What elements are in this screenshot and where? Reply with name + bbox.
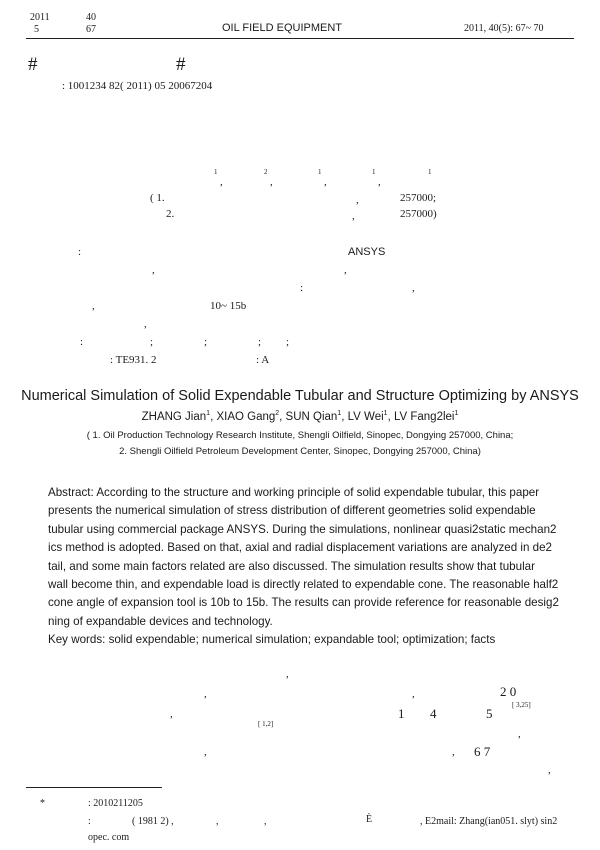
header-citation: 2011, 40(5): 67~ 70 [464,23,544,34]
english-abstract [48,484,559,650]
header-year: 2011 [30,12,50,23]
abstract-line: cone angle of expansion tool is 10b to 15b. The results can provide reference for reasonable desig2 [48,596,559,610]
english-title: Numerical Simulation of Solid Expendable Tubular and Structure Optimizing by ANSYS [21,388,579,404]
abstract-line: Abstract: According to the structure and working principle of solid expendable tubular, this paper [48,486,540,499]
header-rule [26,38,574,39]
abstract-line: tail, and some main factors related are also discussed. The simulation results show that tubular [48,559,535,573]
abstract-line: wall become thin, and expendable load is directly related to expendable cone. The reasonable half2 [48,578,559,592]
hash-mark-right: # [176,54,186,75]
english-authors: ZHANG Jian$^1$, XIAO Gang$^2$, SUN Qian$^1$, LV Wei$^1$, LV Fang2lei$^1$ [141,410,459,423]
abstract-line: ics method is adopted. Based on that, axial and radial displacement variations are analyzed in de2 [48,541,552,555]
header-volume: 40 [86,12,96,23]
clc-number: : TE931. 2 [110,354,157,366]
key-words: Key words: solid expendable; numerical simulation; expandable tool; optimization; facts [48,633,496,647]
english-affiliation: ( 1. Oil Production Technology Research Institute, Shengli Oilfield, Sinopec, Dongying 257000, China; [86,430,514,441]
abstract-line: presents the numerical simulation of stress distribution of different geometries solid expendable [48,504,536,518]
document-code: : A [256,354,270,366]
journal-name: OIL FIELD EQUIPMENT [222,22,343,34]
article-number: : 1001234 82( 2011) 05 20067204 [62,80,213,92]
english-affiliation: 2. Shengli Oilfield Petroleum Development Center, Sinopec, Dongying 257000, China) [119,446,481,457]
header-issue: 5 [34,24,39,35]
abstract-line: ning of expandable devices and technology. [48,614,273,628]
abstract-line: tubular using commercial package ANSYS. During the simulations, nonlinear quasi2static mechan2 [48,522,557,536]
header-page: 67 [86,24,96,35]
hash-mark-left: # [28,54,38,75]
footnote-rule [26,787,162,788]
